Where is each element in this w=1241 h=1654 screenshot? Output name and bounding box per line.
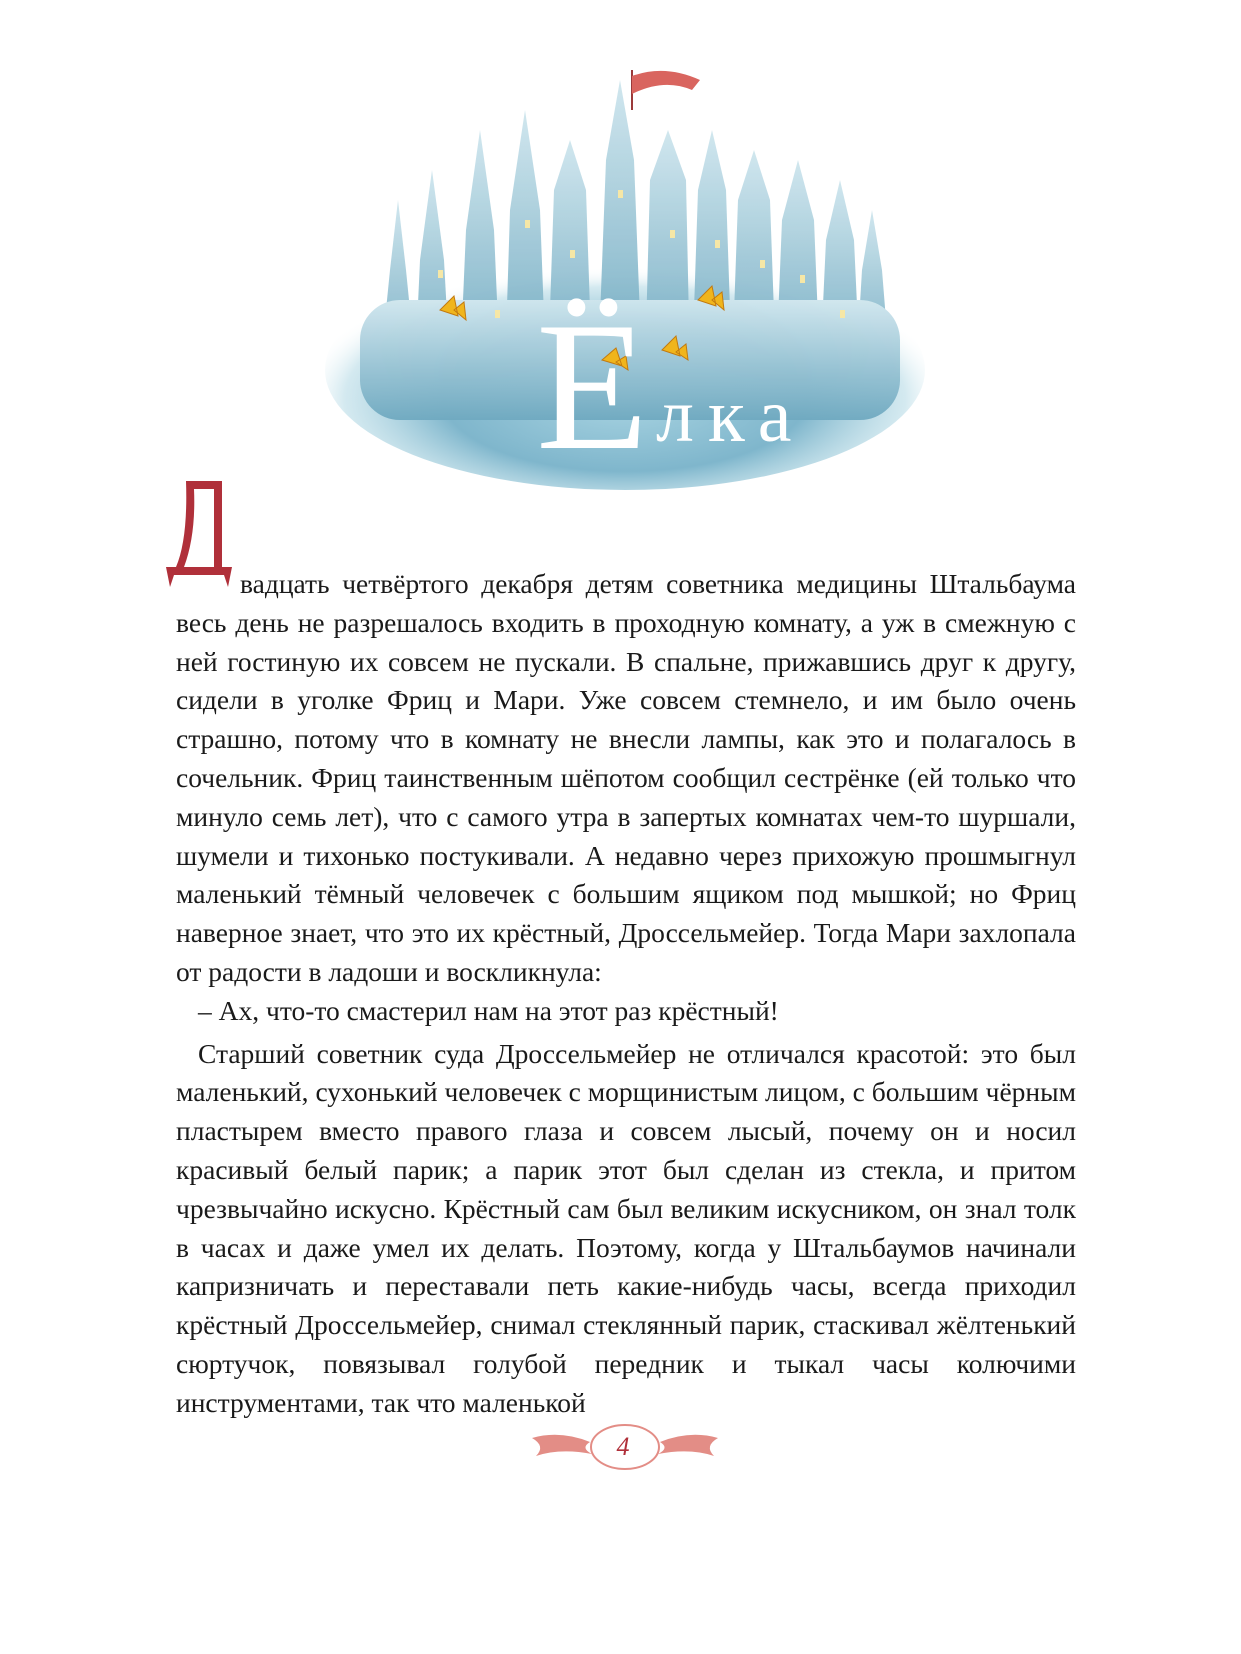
paragraph-2: – Ах, что-то смастерил нам на этот раз крёстный! [198, 994, 779, 1026]
chapter-text [176, 565, 1076, 1423]
chapter-title-initial: Ё [536, 284, 649, 488]
dropcap-glyph [166, 481, 232, 587]
paragraph-3: Старший советник суда Дроссельмейер не отличался красотой: это был маленький, сухонький человечек с морщинистым лицом, с большим чёрным пластырем вместо правого глаза и совсем лысый, почему он и носил красивый белый парик; а парик этот был сделан из стекла, и притом чрезвычайно искусно. Крёстный сам был великим искусником, он знал толк в часах и даже умел их делать. Поэтому, когда у Штальбаумов начинали капризничать и переставали петь какие-нибудь часы, всегда приходил крёстный Дроссельмейер, снимал стеклянный парик, стаскивал жёлтенький сюртучок, повязывал голубой передник и тыкал часы колючими инструментами, так что маленькой [176, 1037, 1076, 1418]
paragraph-1-text: вадцать четвёртого декабря детям советника медицины Штальбаума весь день не разрешалось входить в проходную комнату, а уж в смежную с ней гостиную их совсем не пускали. В спальне, прижавшись друг к другу, сидели в уголке Фриц и Мари. Уже совсем стемнело, и им было очень страшно, потому что в комнату не внесли лампы, как это и полагалось в сочельник. Фриц таинственным шёпотом сообщил сестрёнке (ей только что минуло семь лет), что с самого утра в запертых комнатах чем-то шуршали, шумели и тихонько постукивали. А недавно через прихожую прошмыгнул маленький тёмный человечек с большим ящиком под мышкой; но Фриц наверное знает, что это их крёстный, Дроссельмейер. Тогда Мари захлопала от радости в ладоши и воскликнула: [176, 568, 1076, 987]
dropcap [164, 479, 234, 589]
page-number: 4 [616, 1432, 630, 1461]
chapter-title [478, 282, 898, 488]
flag [632, 70, 700, 110]
paragraph-1 [176, 565, 1076, 992]
chapter-title-rest: лка [656, 374, 806, 458]
